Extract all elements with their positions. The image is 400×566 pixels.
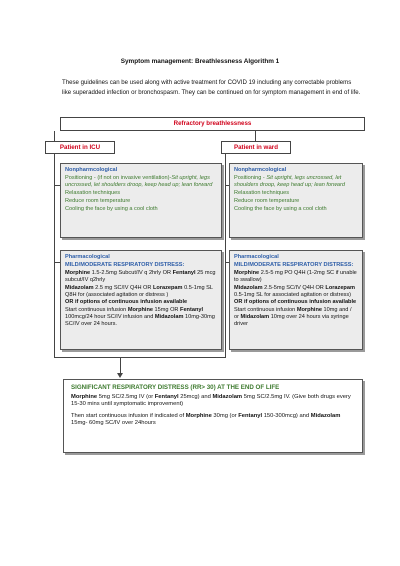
icu-infusion-heading: OR if options of continuous infusion available (65, 299, 188, 306)
ward-nonpharm-box (229, 163, 363, 238)
ward-pharm-title: Pharmacological (234, 254, 279, 260)
intro-text: These guidelines can be used along with active treatment for COVID 19 including any correctable problems like superadded infection or bronchospasm. They can be continued on for symptom management in end of life. (62, 79, 361, 96)
ward-positioning: Positioning - Sit upright, legs uncrossed, let shoulders droop, keep head up; lean forward (234, 174, 346, 188)
significant-distress-box (63, 379, 363, 453)
ward-nonpharm-item: Cooling the face by using a cool cloth (234, 205, 327, 212)
icu-nonpharm-item: Reduce room temperature (65, 197, 131, 204)
icu-nonpharm-box (60, 163, 222, 238)
connector-line (255, 131, 256, 141)
icu-nonpharm-item: Relaxation techniques (65, 189, 121, 196)
connector-line (54, 131, 55, 141)
icu-nonpharm-item: Cooling the face by using a cool cloth (65, 205, 158, 212)
significant-bolus-text: Morphine 5mg SC/2.5mg IV (or Fentanyl 25mcg) and Midazolam 5mg SC/2.5mg IV. (Give both drugs every 15-30 mins until symptomatic improvement) (71, 394, 351, 408)
down-arrow-icon (117, 373, 123, 378)
ward-pharm-subtitle: MILD/MODERATE RESPIRATORY DISTRESS: (234, 261, 354, 268)
connector-line (54, 357, 226, 358)
ward-pharm-box (229, 250, 363, 350)
refractory-breathlessness-box: Refractory breathlessness (60, 117, 365, 131)
ward-nonpharm-item: Relaxation techniques (234, 189, 290, 196)
ward-morphine: Morphine 2.5-5 mg PO Q4H (1-2mg SC if unable to swallow) (234, 269, 357, 283)
connector-line (120, 357, 121, 374)
icu-morphine-fentanyl: Morphine 1.5-2.5mg Subcut/IV q 2hrly OR Fentanyl 25 mcg subcut/IV q2hrly (65, 269, 216, 283)
icu-positioning: Positioning - (if not on invasive ventilation)-Sit upright, legs uncrossed, let shoulders droop, keep head up; lean forward (65, 174, 213, 188)
icu-pharm-box (60, 250, 222, 350)
ward-nonpharm-item: Reduce room temperature (234, 197, 300, 204)
icu-pharm-subtitle: MILD/MODERATE RESPIRATORY DISTRESS: (65, 261, 185, 268)
icu-pharm-title: Pharmacological (65, 254, 110, 260)
ward-nonpharm-title: Nonpharmcological (234, 167, 287, 173)
patient-icu-box: Patient in ICU (45, 141, 115, 154)
significant-infusion-text: Then start continuous infusion if indicated of Morphine 30mg (or Fentanyl 150-300mcg) and Midazolam 15mg- 60mg SC/IV over 24hours (71, 412, 341, 426)
icu-nonpharm-title: Nonpharmcological (65, 167, 118, 173)
significant-heading: SIGNIFICANT RESPIRATORY DISTRESS (RR> 30) AT THE END OF LIFE (71, 384, 280, 391)
icu-infusion-text: Start continuous infusion Morphine 15mg OR Fentanyl 100mcg/24 hour SC/IV infusion and Midazolam 10mg-30mg SC/IV over 24 hours. (65, 307, 215, 328)
icu-midazolam-lorazepam: Midazolam 2.5 mg SC/IV Q4H OR Lorazepam 0.5-1mg SL Q8H for (associated agitation or distress ) (65, 284, 213, 298)
ward-midazolam-lorazepam: Midazolam 2.5-5mg SC/IV Q4H OR Lorazepam 0.5-1mg SL for associated agitation or distress) (234, 284, 355, 298)
ward-infusion-heading: OR if options of continuous infusion available (234, 299, 357, 306)
page-title: Symptom management: Breathlessness Algorithm 1 (120, 58, 280, 65)
patient-ward-box: Patient in ward (221, 141, 291, 154)
ward-infusion-text: Start continuous infusion Morphine 10mg and / or Midazolam 10mg over 24 hours via syringe driver (234, 307, 352, 328)
